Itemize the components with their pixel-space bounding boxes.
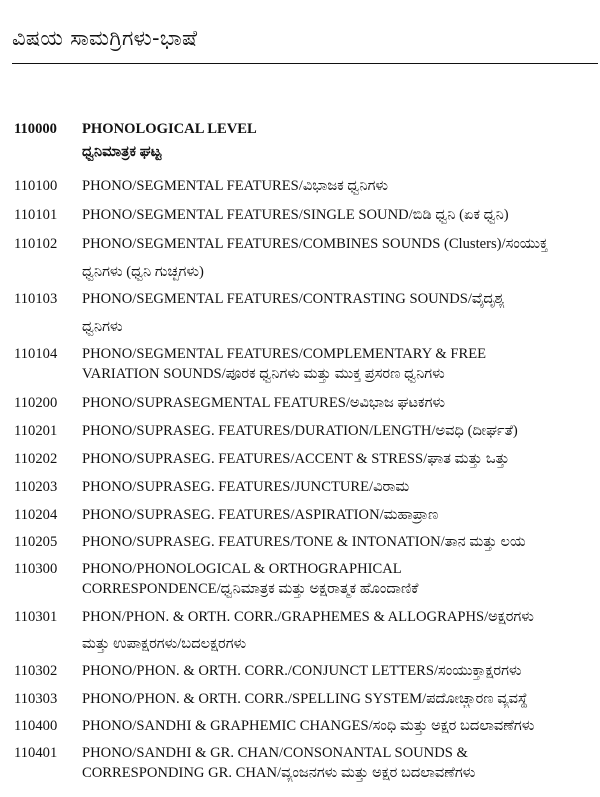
- entry-code: 110300: [14, 561, 58, 577]
- entry-code: 110100: [14, 178, 58, 194]
- entry-code: 110103: [14, 291, 58, 307]
- entry-code: 110202: [14, 451, 58, 467]
- entry-text: PHONO/SEGMENTAL FEATURES/ವಿಭಾಜಕ ಧ್ವನಿಗಳು: [82, 178, 389, 194]
- entry-code: 110301: [14, 609, 58, 625]
- entry-text-continued: CORRESPONDING GR. CHAN/ವ್ಯಂಜನಗಳು ಮತ್ತು ಅಕ್ಷರ ಬದಲಾವಣೆಗಳು: [82, 765, 476, 781]
- entry-text: PHONO/SUPRASEG. FEATURES/DURATION/LENGTH/ಅವಧಿ (ದೀರ್ಘತೆ): [82, 423, 518, 439]
- section-title: PHONOLOGICAL LEVEL: [82, 121, 257, 137]
- entry-code: 110302: [14, 663, 58, 679]
- page-header-title: ವಿಷಯ ಸಾಮಗ್ರಿಗಳು-ಭಾಷೆ: [12, 26, 198, 50]
- entry-text-continued: ಧ್ವನಿಗಳು (ಧ್ವನಿ ಗುಚ್ಛಗಳು): [82, 264, 204, 280]
- entry-text-continued: CORRESPONDENCE/ಧ್ವನಿಮಾತ್ರಕ ಮತ್ತು ಅಕ್ಷರಾತ್ಮಕ ಹೊಂದಾಣಿಕೆ: [82, 581, 419, 597]
- entry-text-continued: ಧ್ವನಿಗಳು: [82, 319, 123, 335]
- entry-code: 110205: [14, 534, 58, 550]
- entry-code: 110104: [14, 346, 58, 362]
- entry-code: 110101: [14, 207, 58, 223]
- entry-code: 110204: [14, 507, 58, 523]
- entry-text: PHONO/PHON. & ORTH. CORR./SPELLING SYSTEM/ಪದೋಚ್ಚಾರಣ ವ್ಯವಸ್ಥೆ: [82, 691, 528, 707]
- entry-text: PHONO/SEGMENTAL FEATURES/CONTRASTING SOUNDS/ವೈದೃಶ್ಯ: [82, 291, 505, 307]
- entry-text: PHONO/PHON. & ORTH. CORR./CONJUNCT LETTERS/ಸಂಯುಕ್ತಾಕ್ಷರಗಳು: [82, 663, 522, 679]
- entry-text-continued: VARIATION SOUNDS/ಪೂರಕ ಧ್ವನಿಗಳು ಮತ್ತು ಮುಕ್ತ ಪ್ರಸರಣ ಧ್ವನಿಗಳು: [82, 366, 445, 382]
- section-code: 110000: [14, 121, 57, 137]
- entry-text-continued: ಮತ್ತು ಉಪಾಕ್ಷರಗಳು/ಬದಲಕ್ಷರಗಳು: [82, 636, 247, 652]
- header-rule: [12, 63, 598, 64]
- entry-code: 110102: [14, 236, 58, 252]
- section-subtitle: ಧ್ವನಿಮಾತ್ರಕ ಘಟ್ಟ: [82, 144, 162, 160]
- entry-text: PHONO/SUPRASEGMENTAL FEATURES/ಅವಿಭಾಜ ಘಟಕಗಳು: [82, 395, 446, 411]
- entry-code: 110203: [14, 479, 58, 495]
- entry-code: 110303: [14, 691, 58, 707]
- entry-code: 110201: [14, 423, 58, 439]
- entry-code: 110401: [14, 745, 58, 761]
- entry-text: PHONO/SEGMENTAL FEATURES/SINGLE SOUND/ಬಿಡಿ ಧ್ವನಿ (ಏಕ ಧ್ವನಿ): [82, 207, 509, 223]
- entry-text: PHON/PHON. & ORTH. CORR./GRAPHEMES & ALLOGRAPHS/ಅಕ್ಷರಗಳು: [82, 609, 534, 625]
- entry-text: PHONO/SUPRASEG. FEATURES/ACCENT & STRESS/ಘಾತ ಮತ್ತು ಒತ್ತು: [82, 451, 510, 467]
- entry-text: PHONO/SANDHI & GRAPHEMIC CHANGES/ಸಂಧಿ ಮತ್ತು ಅಕ್ಷರ ಬದಲಾವಣೆಗಳು: [82, 718, 535, 734]
- entry-text: PHONO/SUPRASEG. FEATURES/TONE & INTONATION/ತಾನ ಮತ್ತು ಲಯ: [82, 534, 526, 550]
- entry-text: PHONO/SANDHI & GR. CHAN/CONSONANTAL SOUNDS &: [82, 745, 468, 761]
- entry-text: PHONO/SUPRASEG. FEATURES/ASPIRATION/ಮಹಾಪ್ರಾಣ: [82, 507, 439, 523]
- entry-text: PHONO/SEGMENTAL FEATURES/COMBINES SOUNDS (Clusters)/ಸಂಯುಕ್ತ: [82, 236, 548, 252]
- entry-code: 110200: [14, 395, 58, 411]
- entry-text: PHONO/SEGMENTAL FEATURES/COMPLEMENTARY & FREE: [82, 346, 487, 362]
- entry-text: PHONO/PHONOLOGICAL & ORTHOGRAPHICAL: [82, 561, 402, 577]
- entry-text: PHONO/SUPRASEG. FEATURES/JUNCTURE/ವಿರಾಮ: [82, 479, 410, 495]
- entry-code: 110400: [14, 718, 58, 734]
